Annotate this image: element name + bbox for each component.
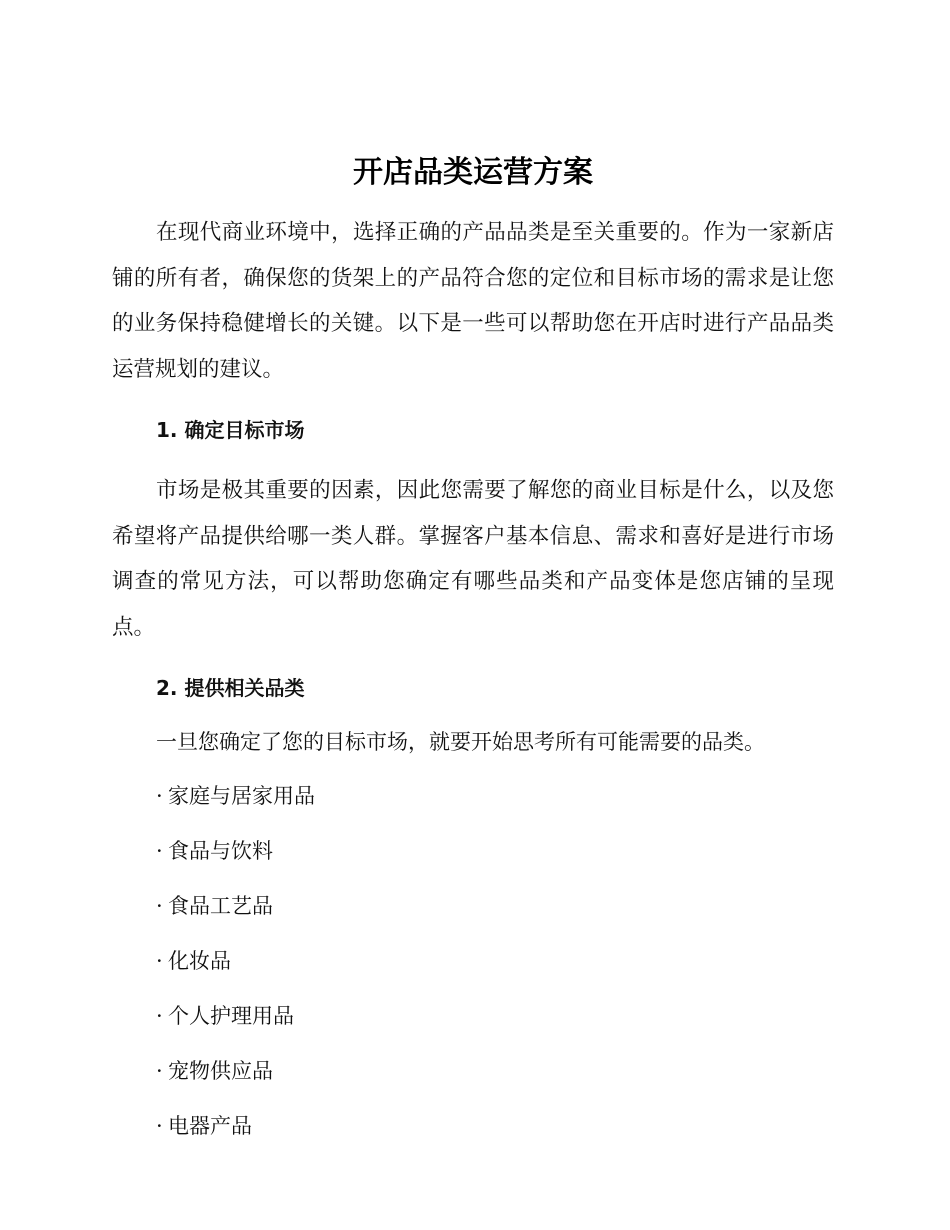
list-item <box>156 1055 834 1110</box>
category-label: 电器产品 <box>168 1114 252 1138</box>
category-label: 宠物供应品 <box>168 1059 273 1083</box>
bullet-icon: · <box>156 1114 163 1138</box>
section-body-related-categories: 一旦您确定了您的目标市场，就要开始思考所有可能需要的品类。 <box>156 730 765 754</box>
section-body-target-market: 市场是极其重要的因素，因此您需要了解您的商业目标是什么，以及您希望将产品提供给哪一类人群。掌握客户基本信息、需求和喜好是进行市场调查的常见方法，可以帮助您确定有哪些品类和产品变体是您店铺的呈现点。 <box>112 478 834 640</box>
list-item <box>156 780 834 835</box>
category-label: 食品工艺品 <box>168 894 273 918</box>
document-title: 开店品类运营方案 <box>353 155 593 190</box>
category-label: 化妆品 <box>168 949 231 973</box>
section-heading-target-market: 1. 确定目标市场 <box>156 418 305 442</box>
category-label: 家庭与居家用品 <box>168 784 315 808</box>
list-item <box>156 945 834 1000</box>
bullet-icon: · <box>156 1059 163 1083</box>
list-item <box>156 1110 834 1165</box>
section-heading-related-categories: 2. 提供相关品类 <box>156 676 305 700</box>
document-page <box>112 150 834 1165</box>
category-list <box>112 780 834 1165</box>
list-item <box>156 835 834 890</box>
bullet-icon: · <box>156 839 163 863</box>
bullet-icon: · <box>156 894 163 918</box>
intro-paragraph: 在现代商业环境中，选择正确的产品品类是至关重要的。作为一家新店铺的所有者，确保您的货架上的产品符合您的定位和目标市场的需求是让您的业务保持稳健增长的关键。以下是一些可以帮助您在开店时进行产品品类运营规划的建议。 <box>112 220 834 382</box>
list-item <box>156 890 834 945</box>
bullet-icon: · <box>156 1004 163 1028</box>
category-label: 食品与饮料 <box>168 839 273 863</box>
category-label: 个人护理用品 <box>168 1004 294 1028</box>
bullet-icon: · <box>156 784 163 808</box>
bullet-icon: · <box>156 949 163 973</box>
list-item <box>156 1000 834 1055</box>
